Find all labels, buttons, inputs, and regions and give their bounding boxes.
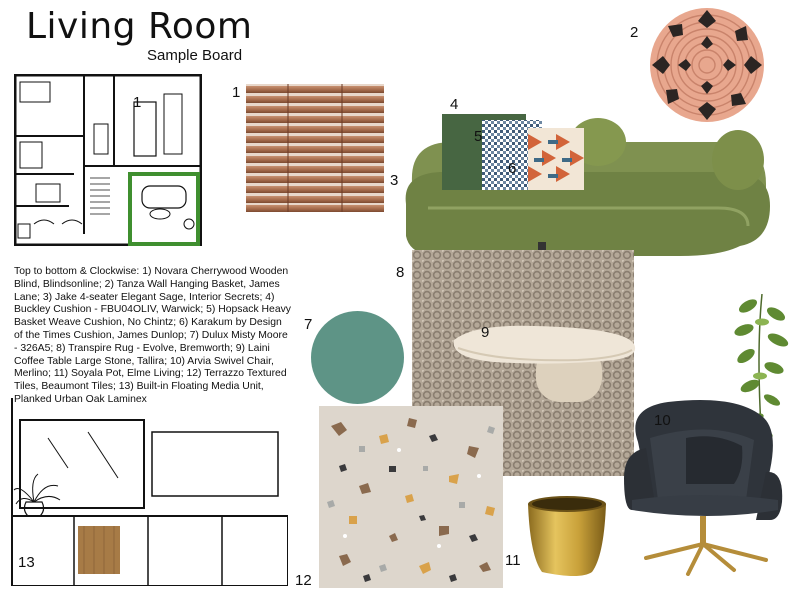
paint-swatch — [311, 311, 404, 404]
label-12-tiles: 12 — [295, 572, 312, 589]
board-title: Living Room — [26, 6, 253, 47]
label-4-cushion: 4 — [450, 96, 459, 113]
label-1-plan: 1 — [133, 94, 142, 111]
label-8-rug: 8 — [396, 264, 405, 281]
swivel-chair-image — [616, 398, 788, 576]
board-subtitle: Sample Board — [147, 47, 243, 64]
sage-sofa-image — [398, 112, 776, 268]
floor-plan-image — [14, 74, 202, 246]
product-list-text: Top to bottom & Clockwise: 1) Novara Cherrywood Wooden Blind, Blindsonline; 2) Tanza Wall Hanging Basket, James Lane; 3) Jake 4-seater Elegant Sage, Interior Secrets; 4) Buckley Cushion - FBU04OLIV, Warwick; 5) Hopsack Heavy Basket Weave Cushion, No Chintz; 6) Karakum by Design of the Times Cushion, James Dunlop; 7) Dulux Misty Moore - 326A5; 8) Transpire Rug - Evolve, Bremworth; 9) Laini Coffee Table Large Stone, Tallira; 10) Arvia Swivel Chair, Merlino; 11) Soyala Pot, Elme Living; 12) Terrazzo Textured Tiles, Beaumont Tiles; 13) Built-in Floating Media Unit, Planked Urban Oak Laminex — [14, 266, 291, 405]
label-10-chair: 10 — [654, 412, 671, 429]
brass-pot-image — [522, 492, 612, 582]
coffee-table-image — [448, 318, 640, 410]
media-unit-sketch — [8, 398, 288, 586]
label-2-basket: 2 — [630, 24, 639, 41]
label-6-cushion: 6 — [508, 160, 517, 177]
label-5-cushion: 5 — [474, 128, 483, 145]
terrazzo-tile-image — [319, 406, 503, 588]
label-7-paint: 7 — [304, 316, 313, 333]
label-3-sofa: 3 — [390, 172, 399, 189]
wooden-blind-image — [246, 84, 384, 212]
wall-basket-image — [648, 6, 766, 124]
label-1-blind: 1 — [232, 84, 241, 101]
label-9-table: 9 — [481, 324, 490, 341]
label-11-pot: 11 — [505, 552, 521, 569]
label-13-media: 13 — [18, 554, 35, 571]
